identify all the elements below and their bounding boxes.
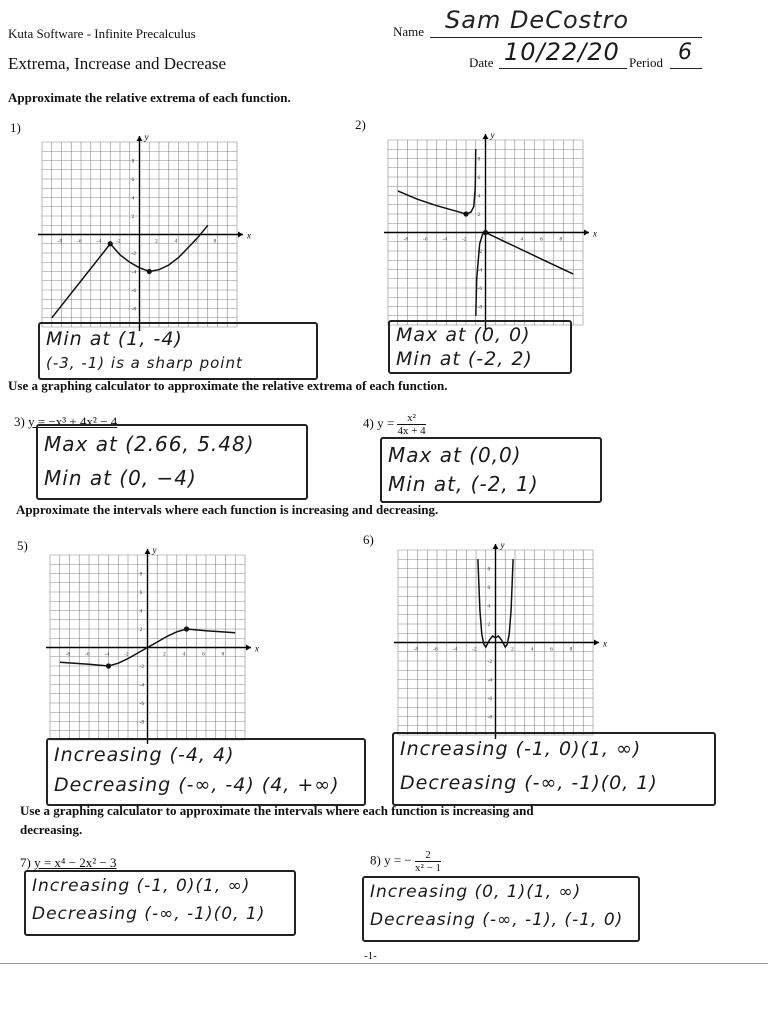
- x-tick-label: 4: [182, 651, 186, 658]
- x-tick-label: 2: [501, 236, 504, 243]
- problem-4-label: [363, 412, 426, 437]
- y-tick-label: -2: [477, 249, 483, 255]
- date-label: Date: [469, 55, 494, 70]
- y-tick-label: 4: [131, 195, 135, 202]
- x-tick-label: 8: [213, 238, 217, 245]
- worksheet-title: Extrema, Increase and Decrease: [8, 54, 227, 73]
- y-tick-label: 4: [139, 608, 143, 615]
- section-1-instruction: Approximate the relative extrema of each function.: [8, 90, 291, 105]
- problem-8-denominator: x² − 1: [415, 862, 442, 874]
- answer-4-line2: Min at, (-2, 1): [388, 472, 539, 496]
- y-axis-label: y: [490, 130, 495, 140]
- x-tick-label: 6: [202, 651, 205, 658]
- x-tick-label: -8: [413, 646, 419, 653]
- answer-4-line1: Max at (0,0): [388, 443, 522, 467]
- period-value: 6: [678, 40, 693, 65]
- date-line: [499, 68, 627, 69]
- problem-8-label: [370, 849, 441, 874]
- answer-box-1: [38, 322, 318, 380]
- y-tick-label: 8: [139, 571, 143, 578]
- answer-3-line2: Min at (0, −4): [44, 466, 197, 490]
- answer-7-line1: Increasing (-1, 0)(1, ∞): [32, 876, 251, 896]
- x-tick-label: 6: [540, 236, 543, 243]
- answer-box-2: [388, 320, 572, 374]
- publisher-label: Kuta Software - Infinite Precalculus: [8, 26, 196, 41]
- x-tick-label: 4: [530, 646, 534, 653]
- x-axis-arrow: [246, 645, 251, 651]
- x-tick-label: -2: [116, 238, 121, 245]
- x-axis-arrow: [238, 232, 243, 238]
- problem-4-fraction: [397, 412, 425, 437]
- extremum-point: [147, 269, 152, 274]
- problem-1-number: 1): [10, 120, 21, 135]
- answer-3-line1: Max at (2.66, 5.48): [44, 432, 255, 456]
- y-tick-label: -6: [477, 286, 483, 292]
- extremum-point: [463, 211, 468, 216]
- x-axis-arrow: [584, 230, 589, 236]
- x-tick-label: -8: [403, 236, 409, 243]
- problem-4-numerator: x²: [397, 412, 425, 425]
- y-tick-label: 2: [131, 214, 135, 220]
- y-tick-label: 6: [131, 177, 135, 183]
- x-axis-arrow: [594, 640, 599, 646]
- extremum-point: [483, 230, 488, 235]
- y-tick-label: 2: [139, 627, 143, 633]
- answer-5-line1: Increasing (-4, 4): [54, 744, 235, 766]
- y-tick-label: 4: [477, 193, 481, 200]
- answer-box-5: [46, 738, 366, 806]
- coordinate-grid-p1: [42, 132, 251, 327]
- section-2-instruction: Use a graphing calculator to approximate the relative extrema of each function.: [8, 378, 448, 393]
- y-tick-label: 2: [487, 622, 491, 628]
- x-axis-label: x: [603, 638, 607, 649]
- problem-4-denominator: 4x + 4: [397, 425, 426, 437]
- x-tick-label: -6: [433, 646, 438, 653]
- page-number: -1-: [364, 950, 377, 962]
- y-tick-label: -4: [477, 267, 483, 274]
- answer-box-3: [36, 424, 308, 500]
- y-tick-label: -2: [139, 664, 145, 670]
- section-3-instruction: Approximate the intervals where each function is increasing and decreasing.: [16, 502, 439, 517]
- problem-3-equation: y = −x³ + 4x² − 4: [28, 414, 118, 429]
- x-tick-label: -2: [462, 236, 467, 243]
- y-axis-arrow: [483, 134, 489, 139]
- problem-7-equation: y = x⁴ − 2x² − 3: [34, 855, 117, 870]
- answer-1-line2: (-3, -1) is a sharp point: [46, 354, 243, 372]
- x-tick-label: -2: [472, 646, 477, 653]
- y-tick-label: 2: [477, 212, 481, 218]
- x-tick-label: -4: [96, 238, 102, 245]
- problem-2-number: 2): [355, 117, 366, 132]
- problem-8-lhs: y = −: [384, 852, 412, 868]
- problem-8-number: 8): [370, 852, 381, 868]
- coordinate-grid-p6: [398, 540, 607, 735]
- y-tick-label: -4: [131, 269, 137, 276]
- x-tick-label: 8: [559, 236, 563, 243]
- y-axis-label: y: [152, 545, 157, 555]
- answer-6-line2: Decreasing (-∞, -1)(0, 1): [400, 772, 658, 794]
- x-axis-label: x: [247, 230, 251, 241]
- y-axis-arrow: [493, 544, 499, 549]
- period-label: Period: [629, 55, 663, 70]
- x-tick-label: 8: [221, 651, 225, 658]
- answer-box-4: [380, 437, 602, 503]
- answer-7-line2: Decreasing (-∞, -1)(0, 1): [32, 904, 266, 924]
- date-value: 10/22/20: [504, 38, 620, 66]
- y-tick-label: -2: [131, 251, 137, 257]
- problem-5-number: 5): [17, 538, 28, 553]
- y-tick-label: -8: [131, 306, 137, 313]
- x-tick-label: 4: [174, 238, 178, 245]
- x-tick-label: -2: [124, 651, 129, 658]
- y-tick-label: -6: [131, 288, 137, 294]
- y-tick-label: 6: [139, 590, 143, 596]
- x-tick-label: 6: [194, 238, 197, 245]
- y-tick-label: -6: [487, 696, 493, 702]
- x-tick-label: 8: [569, 646, 573, 653]
- answer-box-6: [392, 732, 716, 806]
- y-tick-label: -6: [139, 701, 145, 707]
- y-tick-label: -4: [139, 682, 145, 689]
- y-tick-label: 4: [487, 603, 491, 610]
- answer-5-line2: Decreasing (-∞, -4) (4, +∞): [54, 774, 340, 796]
- answer-8-line1: Increasing (0, 1)(1, ∞): [370, 882, 582, 902]
- coordinate-grid-p5: [50, 545, 259, 740]
- answer-2-line2: Min at (-2, 2): [396, 348, 533, 370]
- x-tick-label: -6: [423, 236, 428, 243]
- coordinate-grid-p2: [388, 130, 597, 325]
- problem-8-numerator: 2: [415, 849, 441, 862]
- answer-box-7: [24, 870, 296, 936]
- x-tick-label: -4: [442, 236, 448, 243]
- y-tick-label: -4: [487, 677, 493, 684]
- y-tick-label: 8: [477, 156, 481, 163]
- x-tick-label: -4: [452, 646, 458, 653]
- problem-8-fraction: [415, 849, 441, 874]
- x-tick-label: 2: [163, 651, 166, 658]
- page-bottom-rule: [0, 963, 768, 964]
- problem-7-label: [20, 855, 117, 871]
- x-tick-label: -8: [57, 238, 63, 245]
- x-tick-label: -6: [85, 651, 90, 658]
- answer-1-line1: Min at (1, -4): [46, 328, 183, 350]
- x-axis-label: x: [255, 643, 259, 654]
- x-axis-label: x: [593, 228, 597, 239]
- extremum-point: [106, 663, 111, 668]
- x-tick-label: -4: [104, 651, 110, 658]
- answer-2-line1: Max at (0, 0): [396, 324, 531, 346]
- x-tick-label: 6: [550, 646, 553, 653]
- section-4-instruction-line2: decreasing.: [20, 822, 83, 837]
- answer-box-8: [362, 876, 640, 942]
- problem-4-lhs: y =: [377, 415, 395, 431]
- x-tick-label: -6: [77, 238, 82, 245]
- y-tick-label: 6: [487, 585, 491, 591]
- x-tick-label: 2: [511, 646, 514, 653]
- y-tick-label: -8: [487, 714, 493, 721]
- y-tick-label: -2: [487, 659, 493, 665]
- y-tick-label: 8: [131, 158, 135, 165]
- problem-4-number: 4): [363, 415, 374, 431]
- y-axis-label: y: [144, 132, 149, 142]
- y-tick-label: 8: [487, 566, 491, 573]
- y-axis-arrow: [145, 549, 151, 554]
- x-tick-label: 2: [155, 238, 158, 245]
- y-axis-arrow: [137, 136, 143, 141]
- y-tick-label: 6: [477, 175, 481, 181]
- x-tick-label: -8: [65, 651, 71, 658]
- extremum-point: [108, 241, 113, 246]
- x-tick-label: 4: [520, 236, 524, 243]
- problem-6-number: 6): [363, 532, 374, 547]
- y-tick-label: -8: [477, 304, 483, 311]
- problem-7-number: 7): [20, 855, 31, 870]
- problem-3-number: 3): [14, 414, 25, 429]
- section-4-instruction-line1: Use a graphing calculator to approximate the intervals where each function is increasing and: [20, 803, 534, 818]
- period-line: [670, 68, 702, 69]
- y-tick-label: -8: [139, 719, 145, 726]
- name-label: Name: [393, 24, 425, 39]
- y-axis-label: y: [500, 540, 505, 550]
- answer-8-line2: Decreasing (-∞, -1), (-1, 0): [370, 910, 624, 930]
- name-value: Sam DeCostro: [445, 6, 630, 34]
- extremum-point: [184, 626, 189, 631]
- answer-6-line1: Increasing (-1, 0)(1, ∞): [400, 738, 642, 760]
